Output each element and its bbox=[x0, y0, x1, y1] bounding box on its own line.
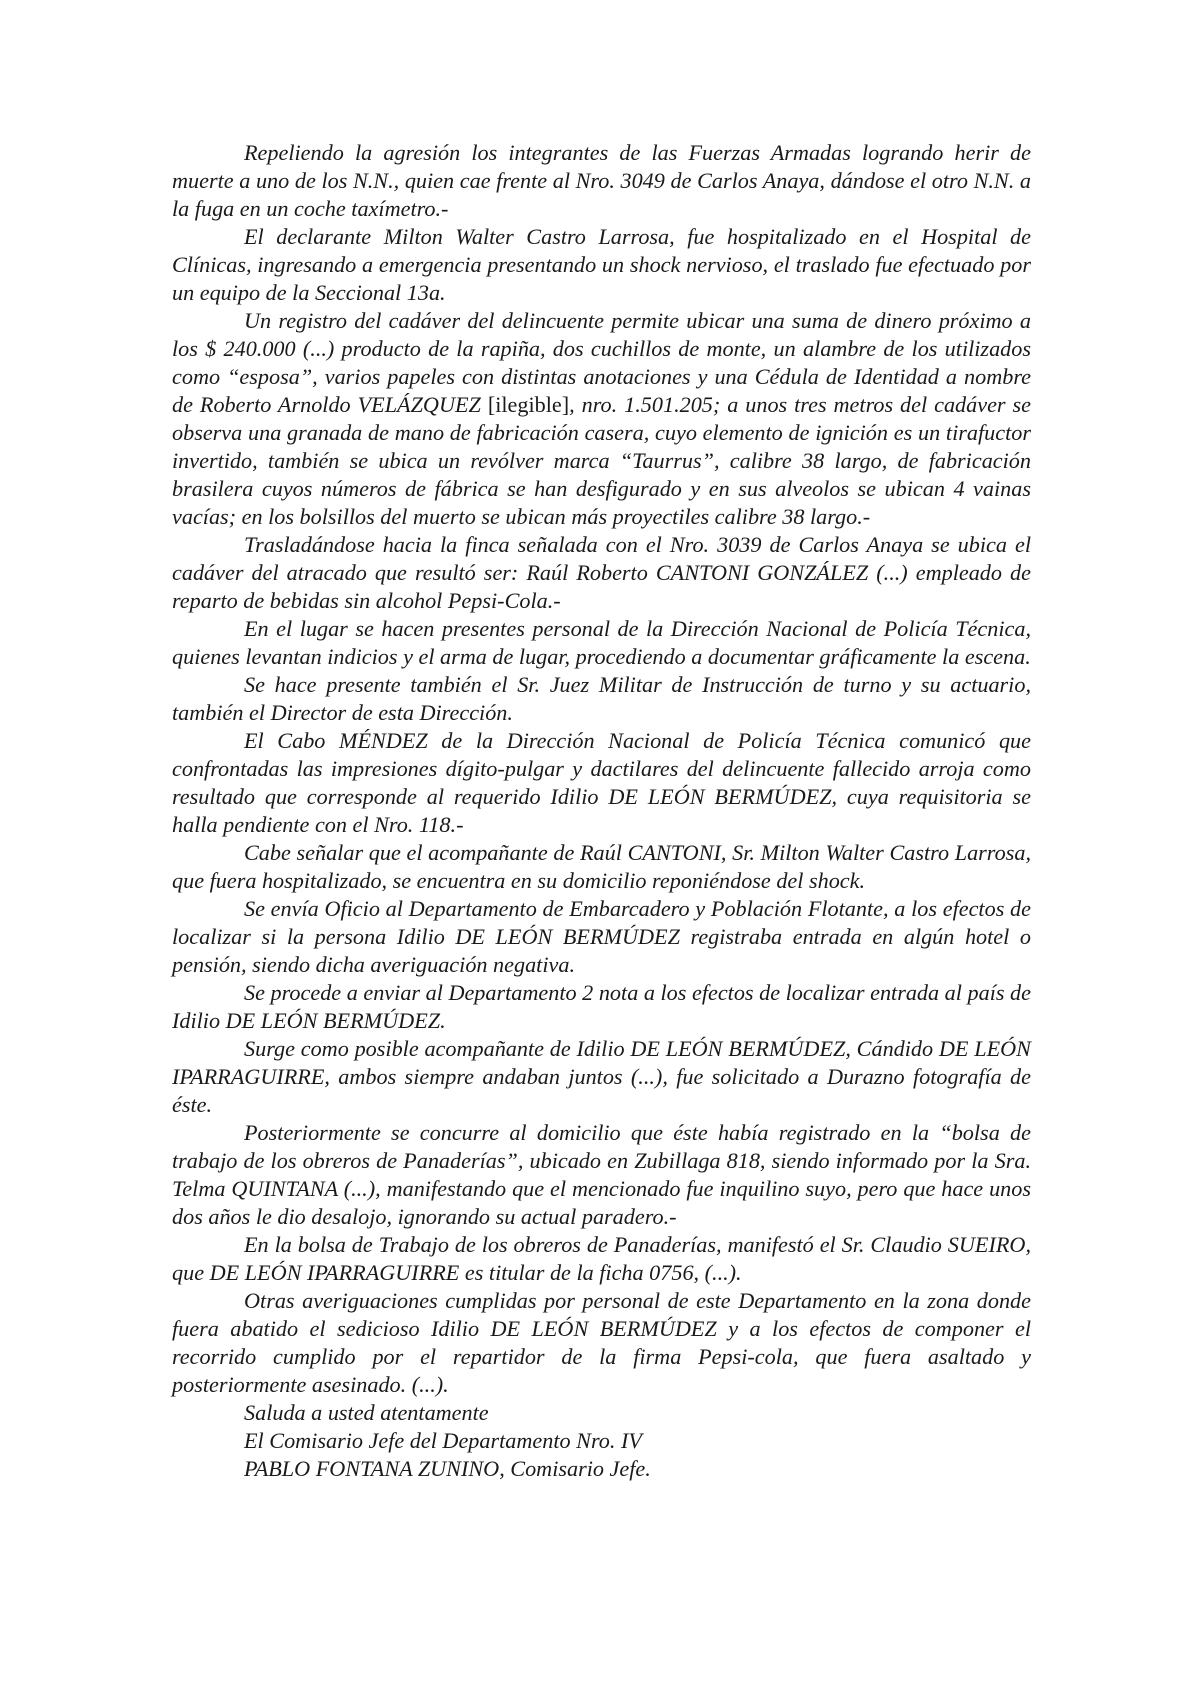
closing-signature: PABLO FONTANA ZUNINO, Comisario Jefe. bbox=[244, 1456, 651, 1481]
paragraph-military-judge: Se hace presente también el Sr. Juez Militar de Instrucción de turno y su actuario, también el Director de esta Dirección. bbox=[172, 672, 1031, 725]
paragraph-hospitalization: El declarante Milton Walter Castro Larrosa, fue hospitalizado en el Hospital de Clínicas, ingresando a emergencia presentando un shock nervioso, el traslado fue efectuado por un equipo de la Seccional 13a. bbox=[172, 224, 1031, 305]
paragraph-official-letter: Se envía Oficio al Departamento de Embarcadero y Población Flotante, a los efectos de localizar si la persona Idilio DE LEÓN BERMÚDEZ registraba entrada en algún hotel o pensión, siendo dicha averiguación negativa. bbox=[172, 896, 1031, 977]
paragraph-possible-companion: Surge como posible acompañante de Idilio DE LEÓN BERMÚDEZ, Cándido DE LEÓN IPARRAGUIRRE, ambos siempre andaban juntos (...), fue solicitado a Durazno fotografía de éste. bbox=[172, 1036, 1031, 1117]
closing-salutation: Saluda a usted atentamente bbox=[244, 1400, 489, 1425]
paragraph-home-visit: Posteriormente se concurre al domicilio que éste había registrado en la “bolsa de trabajo de los obreros de Panaderías”, ubicado en Zubillaga 818, siendo informado por la Sra. Telma QUINTANA (...), manifestando que el mencionado fue inquilino suyo, pero que hace unos dos años le dio desalojo, ignorando su actual paradero.- bbox=[172, 1120, 1031, 1229]
illegible-marker: [ilegible] bbox=[487, 392, 570, 417]
body-search-text-before: Un registro del cadáver del delincuente permite ubicar una suma de dinero próximo a los $ 240.000 (...) producto de la rapiña, dos cuchillos de monte, un alambre de los utilizados como “esposa”, varios papeles con distintas anotaciones y una Cédula de Identidad a nombre de Roberto Arnoldo VELÁZQUEZ bbox=[172, 308, 1031, 417]
paragraph-fingerprints: El Cabo MÉNDEZ de la Dirección Nacional de Policía Técnica comunicó que confrontadas las impresiones dígito-pulgar y dactilares del delincuente fallecido arroja como resultado que corresponde al requerido Idilio DE LEÓN BERMÚDEZ, cuya requisitoria se halla pendiente con el Nro. 118.- bbox=[172, 728, 1031, 837]
body-search-text-after: , nro. 1.501.205; a unos tres metros del cadáver se observa una granada de mano de fabricación casera, cuyo elemento de ignición es un tirafuctor invertido, también se ubica un revólver marca “Taurrus”, calibre 38 largo, de fabricación brasilera cuyos números de fábrica se han desfigurado y en sus alveolos se ubican 4 vainas vacías; en los bolsillos del muerto se ubican más proyectiles calibre 38 largo.- bbox=[172, 392, 1031, 529]
paragraph-department-2-note: Se procede a enviar al Departamento 2 nota a los efectos de localizar entrada al país de Idilio DE LEÓN BERMÚDEZ. bbox=[172, 980, 1031, 1033]
paragraph-companion-status: Cabe señalar que el acompañante de Raúl CANTONI, Sr. Milton Walter Castro Larrosa, que fuera hospitalizado, se encuentra en su domicilio reponiéndose del shock. bbox=[172, 840, 1031, 893]
closing-block bbox=[172, 1399, 1031, 1483]
paragraph-other-inquiries: Otras averiguaciones cumplidas por personal de este Departamento en la zona donde fuera abatido el sedicioso Idilio DE LEÓN BERMÚDEZ y a los efectos de componer el recorrido cumplido por el repartidor de la firma Pepsi-cola, que fuera asaltado y posteriormente asesinado. (...). bbox=[172, 1288, 1031, 1397]
paragraph-aggression: Repeliendo la agresión los integrantes de las Fuerzas Armadas logrando herir de muerte a uno de los N.N., quien cae frente al Nro. 3049 de Carlos Anaya, dándose el otro N.N. a la fuga en un coche taxímetro.- bbox=[172, 140, 1031, 221]
paragraph-bakers-union: En la bolsa de Trabajo de los obreros de Panaderías, manifestó el Sr. Claudio SUEIRO, que DE LEÓN IPARRAGUIRRE es titular de la ficha 0756, (...). bbox=[172, 1232, 1031, 1285]
paragraph-victim-identified: Trasladándose hacia la finca señalada con el Nro. 3039 de Carlos Anaya se ubica el cadáver del atracado que resultó ser: Raúl Roberto CANTONI GONZÁLEZ (...) empleado de reparto de bebidas sin alcohol Pepsi-Cola.- bbox=[172, 532, 1031, 613]
closing-role: El Comisario Jefe del Departamento Nro. IV bbox=[244, 1428, 642, 1453]
paragraph-body-search bbox=[172, 307, 1031, 531]
document-page bbox=[172, 139, 1031, 1483]
paragraph-technical-police: En el lugar se hacen presentes personal de la Dirección Nacional de Policía Técnica, quienes levantan indicios y el arma de lugar, procediendo a documentar gráficamente la escena. bbox=[172, 616, 1031, 669]
